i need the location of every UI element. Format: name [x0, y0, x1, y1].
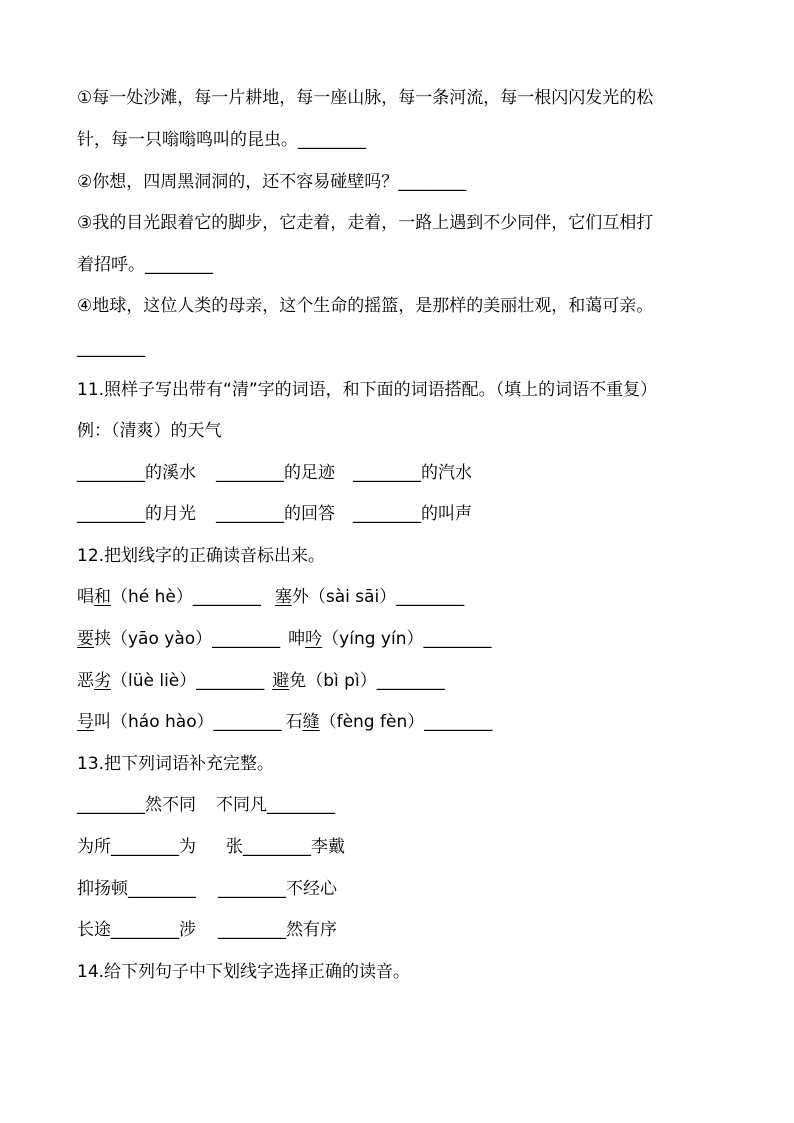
q11-row1: [77, 461, 734, 485]
q11-row2: [77, 502, 734, 526]
underlined-char: 劣: [94, 671, 111, 691]
q14-title: 14.给下列句子中下划线字选择正确的读音。: [77, 962, 411, 982]
underlined-char: 塞: [274, 587, 292, 607]
q11-row2-item: ________的月光: [77, 504, 196, 524]
q10-item1-line1: ①每一处沙滩，每一片耕地，每一座山脉，每一条河流，每一根闪闪发光的松: [77, 88, 654, 108]
q13-idiom: 抑扬顿________: [77, 879, 196, 899]
q10-item1-line2: 针，每一只嗡嗡鸣叫的昆虫。________: [77, 130, 366, 150]
underlined-char: 吟: [305, 629, 323, 649]
q11-row1-item: ________的汽水: [353, 463, 472, 483]
q12-row2: [77, 627, 734, 651]
q12-row1: [77, 585, 734, 609]
q12-item: 避免（bì pì）________: [272, 671, 445, 691]
q13-row: [77, 918, 734, 942]
q12-item: 唱和（hé hè）________: [77, 587, 261, 607]
q12-title: 12.把划线字的正确读音标出来。: [77, 546, 326, 566]
q11-row2-item: ________的回答: [216, 504, 335, 524]
q11-row1-item: ________的足迹: [216, 463, 335, 483]
q13-idiom: 张________李戴: [226, 837, 345, 857]
q13-row: [77, 877, 734, 901]
underlined-char: 号: [77, 712, 94, 732]
q11-example: 例：（清爽）的天气: [77, 421, 222, 441]
q11-row2-item: ________的叫声: [353, 504, 472, 524]
q12-row4: [77, 710, 734, 734]
underlined-char: 缝: [302, 712, 320, 732]
q13-idiom: 为所________为: [77, 837, 196, 857]
q11-row1-item: ________的溪水: [77, 463, 196, 483]
underlined-char: 和: [94, 587, 111, 607]
q13-row: [77, 835, 734, 859]
q12-item: 要挟（yāo yào）________: [77, 629, 281, 649]
q13-idiom: ________然有序: [218, 920, 337, 940]
q13-idiom: ________然不同: [77, 795, 196, 815]
q10-item3-line2: 着招呼。________: [77, 255, 213, 275]
q12-row3: [77, 669, 734, 693]
q12-item: 石缝（fèng fèn）________: [285, 712, 493, 732]
q12-item: 呻吟（yíng yín）________: [288, 629, 492, 649]
q13-row: [77, 793, 734, 817]
q10-item4-line2: ________: [77, 338, 145, 358]
q13-idiom: 长途________涉: [77, 920, 196, 940]
underlined-char: 避: [272, 671, 290, 691]
q12-item: 号叫（háo hào）________: [77, 712, 282, 732]
q13-title: 13.把下列词语补充完整。: [77, 754, 275, 774]
q10-item2: ②你想，四周黑洞洞的，还不容易碰壁吗？________: [77, 172, 467, 192]
q13-idiom: ________不经心: [218, 879, 337, 899]
underlined-char: 要: [77, 629, 94, 649]
q11-title: 11.照样子写出带有“清”字的词语，和下面的词语搭配。（填上的词语不重复）: [77, 380, 658, 400]
q12-item: 恶劣（lüè liè）________: [77, 671, 265, 691]
q10-item4-line1: ④地球，这位人类的母亲，这个生命的摇篮，是那样的美丽壮观，和蔼可亲。: [77, 296, 654, 316]
q10-item3-line1: ③我的目光跟着它的脚步，它走着，走着，一路上遇到不少同伴，它们互相打: [77, 213, 654, 233]
q12-item: 塞外（sài sāi）________: [274, 587, 465, 607]
q13-idiom: 不同凡________: [216, 795, 335, 815]
